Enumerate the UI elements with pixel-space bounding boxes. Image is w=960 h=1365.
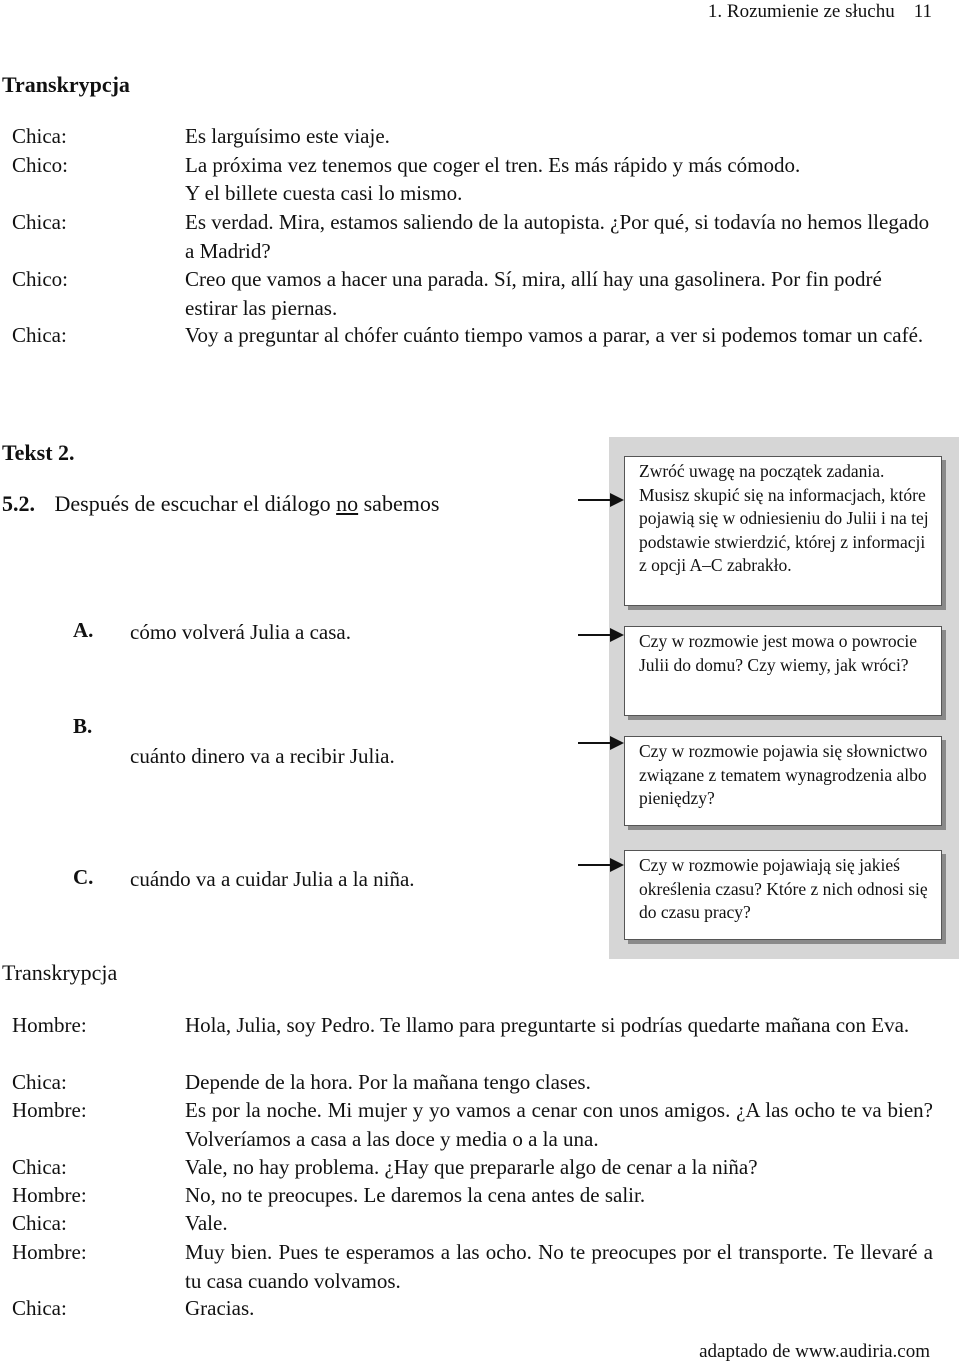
arrow-icon (578, 855, 624, 875)
line-text: Hola, Julia, soy Pedro. Te llamo para preguntarte si podrías quedarte mañana con Eva. (185, 1013, 910, 1037)
speaker: Chica: (12, 323, 67, 347)
task-question (2, 490, 439, 518)
line-text: Vale. (185, 1211, 228, 1235)
dialog-line (12, 122, 932, 151)
page-header: 1. Rozumienie ze słuchu 11 (707, 1, 932, 22)
dialog-line (12, 1096, 932, 1153)
source-credit: adaptado de www.audiria.com (699, 1341, 930, 1362)
dialog-line (12, 1011, 932, 1040)
speaker: Hombre: (12, 1013, 87, 1037)
hint-note: Czy w rozmowie pojawiają się jakieś określenia czasu? Które z nich odnosi się do czasu pracy? (624, 850, 942, 940)
speaker: Chico: (12, 267, 68, 291)
dialog-line (12, 208, 932, 265)
question-underline: no (336, 491, 359, 516)
transcript-title-1: Transkrypcja (2, 72, 130, 97)
dialog-line (12, 1209, 932, 1238)
dialog-line (12, 265, 932, 322)
speaker: Chica: (12, 1155, 67, 1179)
dialog-line (12, 1181, 932, 1210)
option-text: cuánto dinero va a recibir Julia. (130, 744, 395, 768)
line-text: Es verdad. Mira, estamos saliendo de la autopista. ¿Por qué, si todavía no hemos llegado a Madrid? (185, 210, 930, 263)
speaker: Chica: (12, 1211, 67, 1235)
question-text-before: Después de escuchar el diálogo (54, 491, 337, 516)
transcript-title-2: Transkrypcja (2, 960, 118, 985)
line-text: Muy bien. Pues te esperamos a las ocho. No te preocupes por el transporte. Te llevaré a tu casa cuando volvamos. (185, 1240, 933, 1293)
speaker: Hombre: (12, 1098, 87, 1122)
speaker: Hombre: (12, 1240, 87, 1264)
option-letter: C. (73, 865, 94, 889)
line-text: No, no te preocupes. Le daremos la cena antes de salir. (185, 1183, 646, 1207)
dialog-line (12, 1068, 932, 1097)
question-text-after: sabemos (358, 491, 440, 516)
arrow-icon (578, 490, 624, 510)
speaker: Hombre: (12, 1183, 87, 1207)
task-number: 5.2. (2, 491, 35, 516)
task-label: Tekst 2. (2, 440, 75, 465)
dialog-line (12, 1153, 932, 1182)
line-text: La próxima vez tenemos que coger el tren. Es más rápido y más cómodo. (185, 153, 801, 177)
dialog-line (12, 1294, 932, 1323)
line-text: Es por la noche. Mi mujer y yo vamos a cenar con unos amigos. ¿A las ocho te va bien? Volveríamos a casa a las doce y media o a la una. (185, 1098, 933, 1151)
speaker: Chica: (12, 1070, 67, 1094)
line-text: Voy a preguntar al chófer cuánto tiempo vamos a parar, a ver si podemos tomar un café. (185, 323, 924, 347)
hint-note: Czy w rozmowie pojawia się słownictwo związane z tematem wynagrodzenia albo pieniędzy? (624, 736, 942, 826)
dialog-line (12, 321, 932, 350)
speaker: Chica: (12, 124, 67, 148)
dialog-line (12, 1238, 932, 1295)
line-text: Gracias. (185, 1296, 255, 1320)
option-text: cómo volverá Julia a casa. (130, 620, 351, 644)
option-letter: A. (73, 618, 94, 642)
dialog-line (12, 151, 932, 180)
hint-note: Zwróć uwagę na początek zadania. Musisz skupić się na informacjach, które pojawią się w odniesieniu do Julii i na tej podstawie stwierdzić, której z informacji z opcji A–C zabrakło. (624, 456, 942, 606)
speaker: Chica: (12, 210, 67, 234)
arrow-icon (578, 733, 624, 753)
hint-note: Czy w rozmowie jest mowa o powrocie Julii do domu? Czy wiemy, jak wróci? (624, 626, 942, 716)
line-text: Vale, no hay problema. ¿Hay que prepararle algo de cenar a la niña? (185, 1155, 758, 1179)
line-text: Creo que vamos a hacer una parada. Sí, mira, allí hay una gasolinera. Por fin podré estirar las piernas. (185, 267, 882, 320)
line-text: Es larguísimo este viaje. (185, 124, 390, 148)
option-letter: B. (73, 714, 93, 738)
dialog-line (12, 179, 932, 208)
arrow-icon (578, 625, 624, 645)
speaker: Chico: (12, 153, 68, 177)
option-text: cuándo va a cuidar Julia a la niña. (130, 867, 415, 891)
line-text: Depende de la hora. Por la mañana tengo clases. (185, 1070, 591, 1094)
speaker: Chica: (12, 1296, 67, 1320)
line-text: Y el billete cuesta casi lo mismo. (185, 181, 463, 205)
